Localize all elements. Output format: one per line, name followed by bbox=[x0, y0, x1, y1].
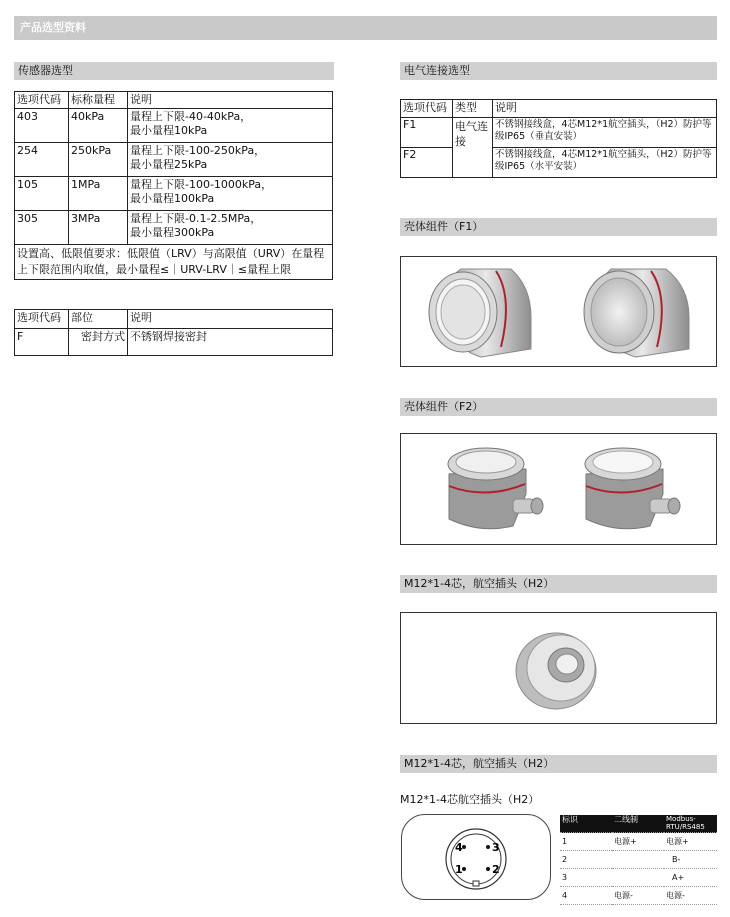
description: 量程上下限-100-250kPa， 最小量程25kPa bbox=[128, 143, 333, 177]
table-header-cell: 说明 bbox=[128, 92, 333, 109]
plug-section2-title: M12*1-4芯，航空插头（H2） bbox=[404, 757, 555, 770]
sensor-table bbox=[14, 91, 333, 280]
nominal-range: 1MPa bbox=[69, 177, 128, 211]
housing-horizontal-open-icon bbox=[448, 448, 543, 529]
nominal-range: 250kPa bbox=[69, 143, 128, 177]
description: 量程上下限-40-40kPa， 最小量程10kPa bbox=[128, 109, 333, 143]
pin-diagram bbox=[402, 815, 550, 899]
table-row bbox=[15, 177, 333, 211]
table-row bbox=[15, 143, 333, 177]
pin-id: 1 bbox=[560, 833, 612, 851]
option-code: F2 bbox=[401, 148, 453, 178]
option-code: 254 bbox=[15, 143, 69, 177]
nominal-range: 3MPa bbox=[69, 211, 128, 245]
pin-id: 2 bbox=[560, 851, 612, 869]
description: 量程上下限-100-1000kPa， 最小量程100kPa bbox=[128, 177, 333, 211]
housing-closed-icon bbox=[584, 269, 689, 357]
description: 不锈钢接线盒，4芯M12*1航空插头，（H2）防护等级IP65（垂直安装） bbox=[493, 118, 717, 148]
table-header-cell: 类型 bbox=[453, 100, 493, 118]
pin-id: 3 bbox=[560, 869, 612, 887]
seal-table bbox=[14, 309, 333, 356]
table-row bbox=[560, 851, 717, 869]
sensor-section-title: 传感器选型 bbox=[18, 64, 73, 77]
part: 密封方式 bbox=[69, 329, 128, 356]
pin-table bbox=[560, 815, 717, 905]
shell-f1-section-bar bbox=[400, 218, 717, 236]
table-header-cell: 说明 bbox=[128, 310, 333, 329]
table-row bbox=[560, 887, 717, 905]
table-header-cell: 标识 bbox=[560, 815, 612, 833]
table-row bbox=[15, 245, 333, 280]
electrical-section-bar bbox=[400, 62, 717, 80]
shell-f2-title: 壳体组件（F2） bbox=[404, 400, 484, 413]
table-row bbox=[15, 211, 333, 245]
housing-horizontal-closed-icon bbox=[585, 448, 680, 529]
table-header-row bbox=[15, 310, 333, 329]
description: 量程上下限-0.1-2.5MPa， 最小量程300kPa bbox=[128, 211, 333, 245]
table-header-cell: 二线制 bbox=[612, 815, 664, 833]
two-wire-signal: 电源+ bbox=[612, 833, 664, 851]
pin-dot-2 bbox=[486, 867, 490, 871]
shell-f2-illustration bbox=[401, 434, 716, 544]
modbus-signal: A+ bbox=[664, 869, 717, 887]
modbus-signal: B- bbox=[664, 851, 717, 869]
table-row bbox=[401, 118, 717, 148]
pin-label: 3 bbox=[492, 841, 500, 854]
table-header-cell: Modbus-RTU/RS485 bbox=[664, 815, 717, 833]
table-row bbox=[401, 148, 717, 178]
pin-label: 4 bbox=[455, 841, 463, 854]
table-row bbox=[560, 869, 717, 887]
table-header-row bbox=[401, 100, 717, 118]
option-code: F1 bbox=[401, 118, 453, 148]
pin-label: 2 bbox=[492, 863, 500, 876]
pinout-caption: M12*1-4芯航空插头（H2） bbox=[400, 793, 540, 806]
table-header-row bbox=[560, 815, 717, 833]
connection-type: 电气连接 bbox=[453, 118, 493, 178]
table-header-cell: 选项代码 bbox=[15, 92, 69, 109]
shell-f1-title: 壳体组件（F1） bbox=[404, 220, 484, 233]
option-code: F bbox=[15, 329, 69, 356]
table-header-cell: 部位 bbox=[69, 310, 128, 329]
housing-open-icon bbox=[429, 269, 531, 357]
plug-section1-bar bbox=[400, 575, 717, 593]
shell-f2-image-frame bbox=[400, 433, 717, 545]
table-header-cell: 说明 bbox=[493, 100, 717, 118]
plug-illustration bbox=[401, 613, 716, 723]
pin-diagram-frame bbox=[401, 814, 551, 900]
table-header-cell: 标称量程 bbox=[69, 92, 128, 109]
modbus-signal: 电源+ bbox=[664, 833, 717, 851]
electrical-section-title: 电气连接选型 bbox=[404, 64, 470, 77]
pin-dot-3 bbox=[486, 845, 490, 849]
table-row bbox=[15, 109, 333, 143]
option-code: 105 bbox=[15, 177, 69, 211]
page-title: 产品选型资料 bbox=[20, 21, 86, 34]
plug-image-frame bbox=[400, 612, 717, 724]
two-wire-signal bbox=[612, 869, 664, 887]
plug-section2-bar bbox=[400, 755, 717, 773]
plug-section1-title: M12*1-4芯，航空插头（H2） bbox=[404, 577, 555, 590]
pin-label: 1 bbox=[455, 863, 463, 876]
description: 不锈钢焊接密封 bbox=[128, 329, 333, 356]
modbus-signal: 电源- bbox=[664, 887, 717, 905]
pin-id: 4 bbox=[560, 887, 612, 905]
shell-f1-illustration bbox=[401, 257, 716, 366]
aviation-plug-icon bbox=[516, 633, 596, 709]
sensor-section-bar bbox=[14, 62, 334, 80]
nominal-range: 40kPa bbox=[69, 109, 128, 143]
table-header-cell: 选项代码 bbox=[401, 100, 453, 118]
option-code: 305 bbox=[15, 211, 69, 245]
electrical-table bbox=[400, 99, 717, 178]
table-header-cell: 选项代码 bbox=[15, 310, 69, 329]
shell-f2-section-bar bbox=[400, 398, 717, 416]
option-code: 403 bbox=[15, 109, 69, 143]
shell-f1-image-frame bbox=[400, 256, 717, 367]
two-wire-signal: 电源- bbox=[612, 887, 664, 905]
table-header-row bbox=[15, 92, 333, 109]
two-wire-signal bbox=[612, 851, 664, 869]
description: 不锈钢接线盒，4芯M12*1航空插头，（H2）防护等级IP65（水平安装） bbox=[493, 148, 717, 178]
page-header-bar bbox=[14, 16, 717, 40]
table-row bbox=[15, 329, 333, 356]
range-note: 设置高、低限值要求：低限值（LRV）与高限值（URV）在量程上下限范围内取值，最小量程≤｜URV-LRV｜≤量程上限 bbox=[15, 245, 333, 280]
table-row bbox=[560, 833, 717, 851]
